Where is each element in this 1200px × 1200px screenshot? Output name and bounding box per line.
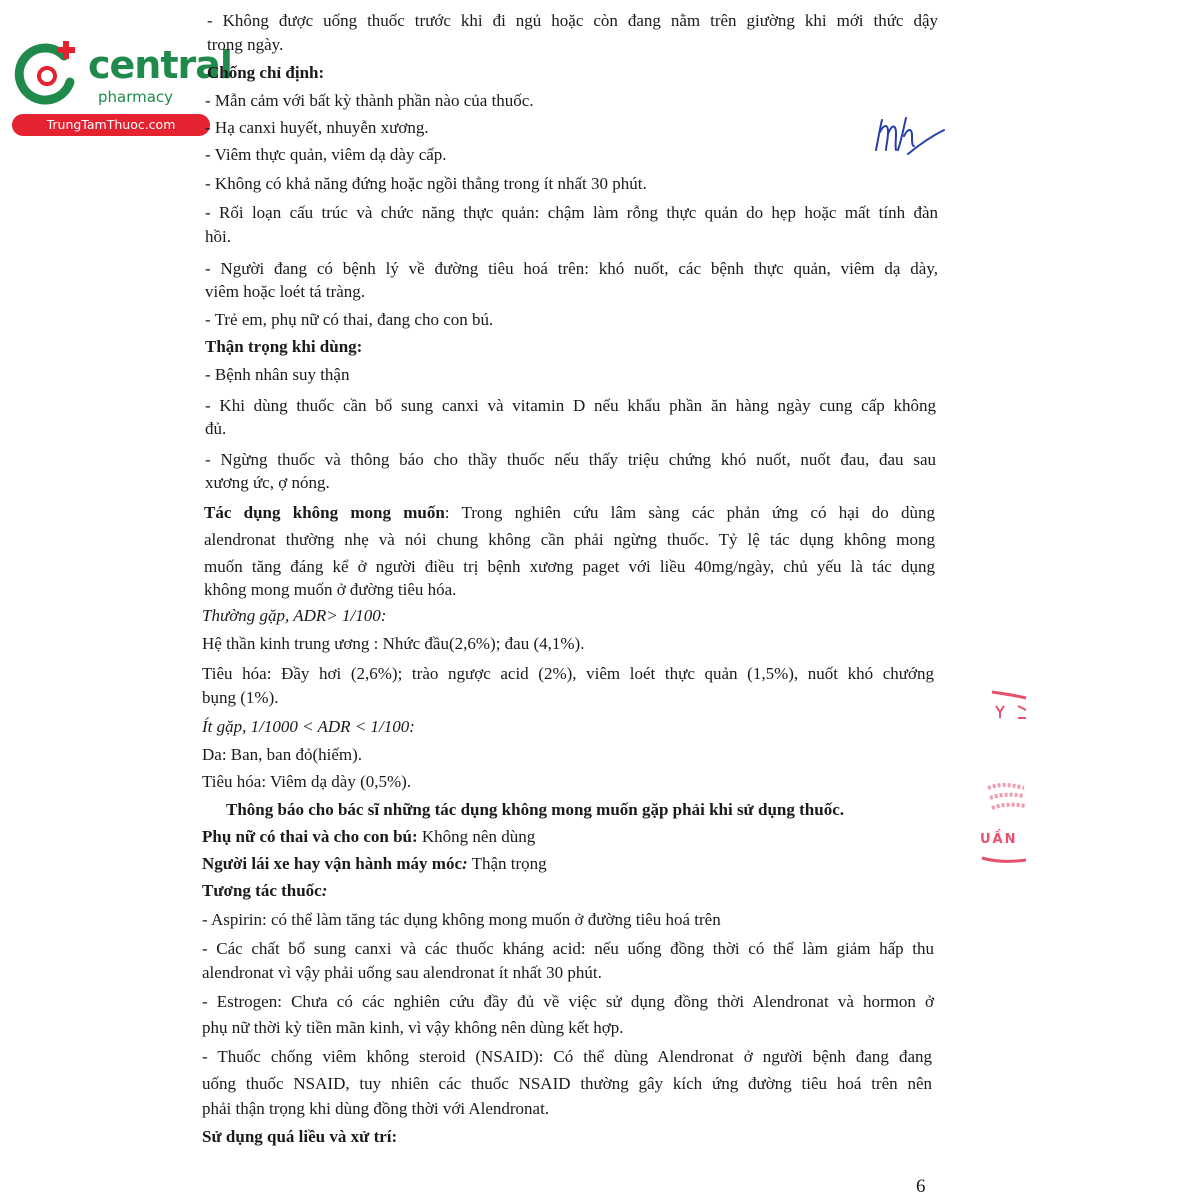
text-line: - Các chất bổ sung canxi và các thuốc kháng acid: nếu uống đồng thời có thể làm giảm hấp thu [202, 939, 934, 958]
frequency-heading: Thường gặp, ADR> 1/100: [202, 606, 387, 625]
text-line [202, 853, 547, 875]
text-line: - Aspirin: có thể làm tăng tác dụng không mong muốn ở đường tiêu hoá trên [202, 910, 721, 929]
section-heading: Thận trọng khi dùng: [205, 337, 363, 356]
text-line: muốn tăng đáng kể ở người điều trị bệnh xương paget với liều 40mg/ngày, chủ yếu là tác dụng [204, 557, 935, 576]
text-line: Hệ thần kinh trung ương : Nhức đầu(2,6%); đau (4,1%). [202, 634, 585, 653]
text-line: - Mẫn cảm với bất kỳ thành phần nào của thuốc. [205, 91, 534, 110]
text-line: không mong muốn ở đường tiêu hóa. [204, 580, 457, 599]
text-line: - Hạ canxi huyết, nhuyễn xương. [205, 118, 429, 137]
text-line: phụ nữ thời kỳ tiền mãn kinh, vì vậy không nên dùng kết hợp. [202, 1018, 624, 1037]
text-run: Không nên dùng [417, 827, 536, 846]
text-line: uống thuốc NSAID, tuy nhiên các thuốc NSAID thường gây kích ứng đường tiêu hoá trên nên [202, 1074, 932, 1093]
text-line: - Khi dùng thuốc cần bổ sung canxi và vitamin D nếu khẩu phần ăn hàng ngày cung cấp không [205, 396, 936, 415]
partial-stamp [978, 688, 1028, 868]
section-heading: Người lái xe hay vận hành máy móc [202, 854, 462, 873]
section-heading: Tác dụng không mong muốn [204, 503, 445, 522]
text-line: Tiêu hóa: Đầy hơi (2,6%); trào ngược acid (2%), viêm loét thực quản (1,5%), nuốt khó chướng [202, 664, 934, 683]
logo-website: TrungTamThuoc.com [12, 114, 210, 136]
section-heading: Tương tác thuốc [202, 881, 322, 900]
notice-line: Thông báo cho bác sĩ những tác dụng không mong muốn gặp phải khi sử dụng thuốc. [226, 800, 844, 819]
text-line [202, 826, 535, 848]
text-line: xương ức, ợ nóng. [205, 473, 330, 492]
stamp-text: UẦN [980, 832, 1018, 847]
text-line: đủ. [205, 419, 227, 438]
frequency-heading: Ít gặp, 1/1000 < ADR < 1/100: [202, 717, 415, 736]
text-run: Thận trọng [467, 854, 547, 873]
text-line: bụng (1%). [202, 688, 279, 707]
text-line: trong ngày. [207, 35, 284, 54]
text-line: Da: Ban, ban đỏ(hiếm). [202, 745, 363, 764]
text-line [204, 502, 935, 524]
text-line: - Viêm thực quản, viêm dạ dày cấp. [205, 145, 447, 164]
text-line: - Không được uống thuốc trước khi đi ngủ hoặc còn đang nằm trên giường khi mới thức dậy [207, 11, 938, 30]
text-line: viêm hoặc loét tá tràng. [205, 282, 366, 301]
text-line: alendronat thường nhẹ và nói chung không cần phải ngừng thuốc. Tỷ lệ tác dụng không mong [204, 530, 935, 549]
text-line: phải thận trọng khi dùng đồng thời với Alendronat. [202, 1099, 550, 1118]
heading-colon: : [321, 881, 328, 900]
text-line: - Estrogen: Chưa có các nghiên cứu đầy đủ về việc sử dụng đồng thời Alendronat và hormon ở [202, 992, 934, 1011]
text-line: - Bệnh nhân suy thận [205, 365, 350, 384]
section-heading: Phụ nữ có thai và cho con bú: [202, 827, 418, 846]
text-line: - Ngừng thuốc và thông báo cho thầy thuốc nếu thấy triệu chứng khó nuốt, nuốt đau, đau sau [205, 450, 936, 469]
text-line: hồi. [205, 227, 231, 246]
section-heading: Sử dụng quá liều và xử trí: [202, 1127, 398, 1146]
text-run: : Trong nghiên cứu lâm sàng các phản ứng có hại do dùng [444, 503, 935, 522]
text-line: - Trẻ em, phụ nữ có thai, đang cho con bú. [205, 310, 494, 329]
logo-subtitle: pharmacy [98, 88, 174, 106]
text-line: - Rối loạn cấu trúc và chức năng thực quản: chậm làm rỗng thực quản do hẹp hoặc mất tính đàn [205, 203, 938, 222]
text-line: Tiêu hóa: Viêm dạ dày (0,5%). [202, 772, 412, 791]
text-line: - Không có khả năng đứng hoặc ngồi thẳng trong ít nhất 30 phút. [205, 174, 647, 193]
text-line [202, 880, 327, 902]
handwritten-signature-icon [868, 110, 948, 165]
text-line: - Người đang có bệnh lý về đường tiêu hoá trên: khó nuốt, các bệnh thực quản, viêm dạ dày, [205, 259, 938, 278]
text-line: alendronat vì vậy phải uống sau alendronat ít nhất 30 phút. [202, 963, 602, 982]
section-heading: Chống chỉ định: [207, 63, 325, 82]
logo-name: central [88, 43, 232, 87]
page-number: 6 [916, 1176, 926, 1197]
heading-colon: : [462, 854, 468, 873]
text-line: - Thuốc chống viêm không steroid (NSAID): Có thể dùng Alendronat ở người bệnh đang đang [202, 1047, 932, 1066]
